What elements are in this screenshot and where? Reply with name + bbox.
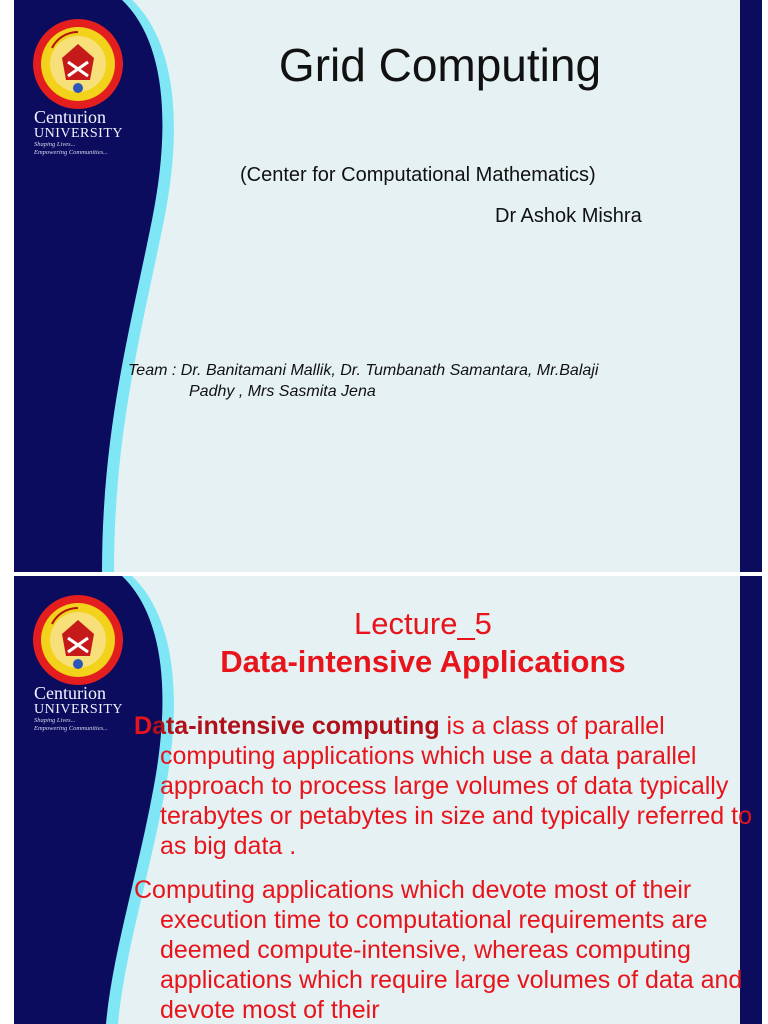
brand-tagline-1: Shaping Lives...	[34, 717, 76, 724]
lecture-number: Lecture_5	[354, 606, 492, 641]
team-line-1: Team : Dr. Banitamani Mallik, Dr. Tumbanath Samantara, Mr.Balaji	[128, 362, 599, 379]
slide-1-title: Grid Computing	[278, 39, 602, 91]
slide-1-subtitle: (Center for Computational Mathematics)	[240, 164, 596, 186]
brand-tagline-2: Empowering Communities...	[34, 725, 109, 732]
brand-university: UNIVERSITY	[34, 126, 123, 141]
para-1-text: is a class of parallel computing applications which use a data parallel approach to process large volumes of data typically terabytes or petabytes in size and typically referred to as big data .	[160, 712, 752, 860]
slide-2-heading: Data-intensive Applications	[220, 644, 626, 679]
team-credits	[128, 360, 708, 402]
paragraph-2: Computing applications which devote most of their execution time to computational requirements are deemed compute-intensive, whereas computing applications which require large volumes of data and devote most of their	[134, 876, 743, 1024]
slide-2	[14, 576, 762, 1024]
brand-university: UNIVERSITY	[34, 702, 123, 717]
para-1-term: ata-intensive computing	[152, 712, 440, 740]
brand-name: Centurion	[34, 683, 106, 703]
brand-tagline-2: Empowering Communities...	[34, 149, 109, 156]
slide-1-author: Dr Ashok Mishra	[495, 205, 642, 227]
para-1-initial: D	[134, 712, 153, 740]
team-line-2: Padhy , Mrs Sasmita Jena	[189, 383, 376, 400]
university-wordmark	[34, 684, 123, 733]
paragraph-1	[134, 711, 756, 861]
university-wordmark	[34, 108, 123, 157]
slide-1	[14, 0, 762, 572]
brand-name: Centurion	[34, 107, 106, 127]
brand-tagline-1: Shaping Lives...	[34, 141, 76, 148]
